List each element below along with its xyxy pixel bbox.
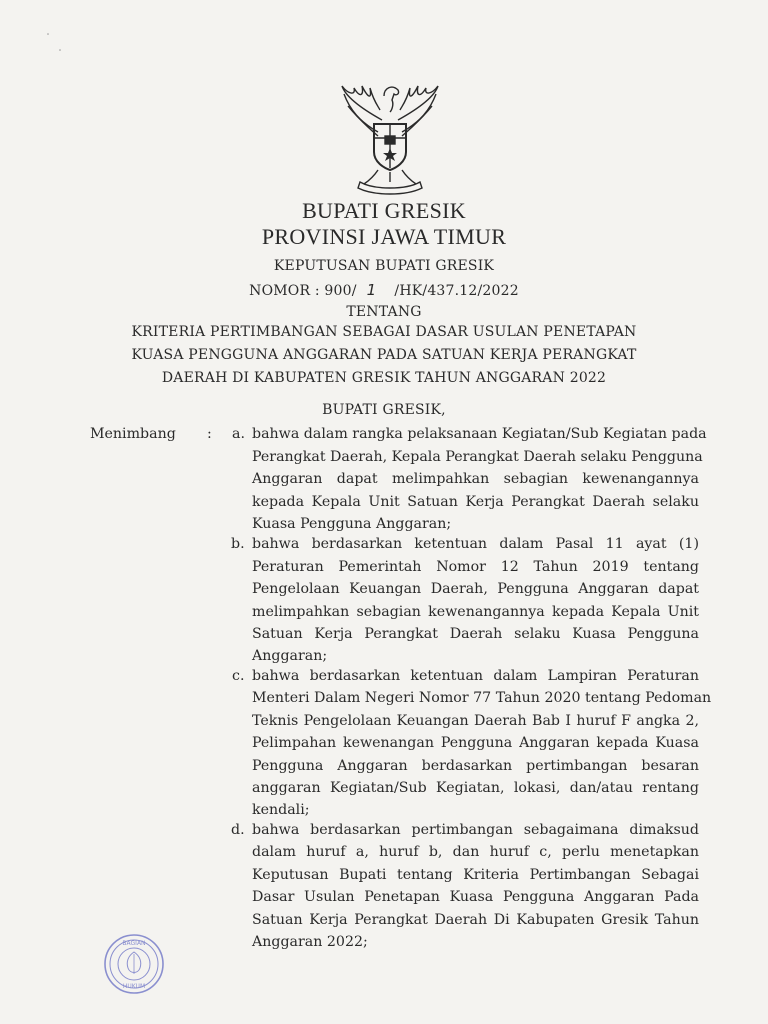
item-line: Perangkat Daerah, Kepala Perangkat Daerah selaku Pengguna <box>252 449 703 465</box>
item-line: dalam huruf a, huruf b, dan huruf c, perlu menetapkan <box>252 844 699 860</box>
item-letter: b. <box>231 536 245 552</box>
decree-number-prefix: NOMOR : 900/ <box>249 283 357 299</box>
considering-colon: : <box>207 426 212 442</box>
item-letter: d. <box>231 822 245 838</box>
item-line: bahwa dalam rangka pelaksanaan Kegiatan/Sub Kegiatan pada <box>252 426 707 442</box>
item-line: Anggaran dapat melimpahkan sebagian kewenangannya <box>252 471 699 487</box>
item-line: Satuan Kerja Perangkat Daerah Di Kabupaten Gresik Tahun <box>252 912 699 928</box>
stamp-top-text: BAGIAN <box>122 940 146 947</box>
item-line: bahwa berdasarkan pertimbangan sebagaimana dimaksud <box>252 822 699 838</box>
item-line: Pelimpahan kewenangan Pengguna Anggaran kepada Kuasa <box>252 735 699 751</box>
item-line: Anggaran; <box>252 648 328 664</box>
item-line: kendali; <box>252 802 310 818</box>
item-line: kepada Kepala Unit Satuan Kerja Perangkat Daerah selaku <box>252 494 699 510</box>
item-letter: c. <box>232 668 245 684</box>
item-line: Dasar Usulan Penetapan Kuasa Pengguna Anggaran Pada <box>252 889 699 905</box>
bagian-hukum-stamp-icon <box>102 932 166 996</box>
item-line: Teknis Pengelolaan Keuangan Daerah Bab I huruf F angka 2, <box>252 713 699 729</box>
item-line: Anggaran 2022; <box>252 934 368 950</box>
province-title: PROVINSI JAWA TIMUR <box>261 224 507 249</box>
decree-heading: KEPUTUSAN BUPATI GRESIK <box>273 258 495 274</box>
decree-issuer: BUPATI GRESIK, <box>322 402 446 418</box>
item-line: Kuasa Pengguna Anggaran; <box>252 516 452 532</box>
decree-subject-line: DAERAH DI KABUPATEN GRESIK TAHUN ANGGARAN 2022 <box>161 370 607 386</box>
item-line: bahwa berdasarkan ketentuan dalam Pasal 11 ayat (1) <box>252 536 699 552</box>
item-line: bahwa berdasarkan ketentuan dalam Lampiran Peraturan <box>252 668 699 684</box>
item-letter: a. <box>232 426 245 442</box>
decree-subject-line: KRITERIA PERTIMBANGAN SEBAGAI DASAR USULAN PENETAPAN <box>131 324 637 340</box>
decree-number-handwritten: 1 <box>366 281 377 299</box>
scan-speck-marks <box>45 30 65 60</box>
item-line: Keputusan Bupati tentang Kriteria Pertimbangan Sebagai <box>252 867 699 883</box>
item-line: Peraturan Pemerintah Nomor 12 Tahun 2019 tentang <box>252 559 699 575</box>
item-line: Satuan Kerja Perangkat Daerah selaku Kuasa Pengguna <box>252 626 699 642</box>
considering-label: Menimbang <box>90 426 176 442</box>
decree-number-suffix: /HK/437.12/2022 <box>394 283 519 299</box>
regent-title: BUPATI GRESIK <box>302 198 466 223</box>
item-line: Menteri Dalam Negeri Nomor 77 Tahun 2020 tentang Pedoman <box>252 690 712 706</box>
stamp-bottom-text: HUKUM <box>122 983 146 990</box>
item-line: Pengelolaan Keuangan Daerah, Pengguna Anggaran dapat <box>252 581 699 597</box>
decree-subject-line: KUASA PENGGUNA ANGGARAN PADA SATUAN KERJA PERANGKAT <box>131 347 637 363</box>
decree-number <box>0 281 768 299</box>
item-line: anggaran Kegiatan/Sub Kegiatan, lokasi, dan/atau rentang <box>252 780 699 796</box>
garuda-pancasila-emblem-icon <box>334 80 446 196</box>
item-line: Pengguna Anggaran berdasarkan pertimbangan besaran <box>252 758 699 774</box>
item-line: melimpahkan sebagian kewenangannya kepada Kepala Unit <box>252 604 699 620</box>
decree-about: TENTANG <box>346 304 422 320</box>
